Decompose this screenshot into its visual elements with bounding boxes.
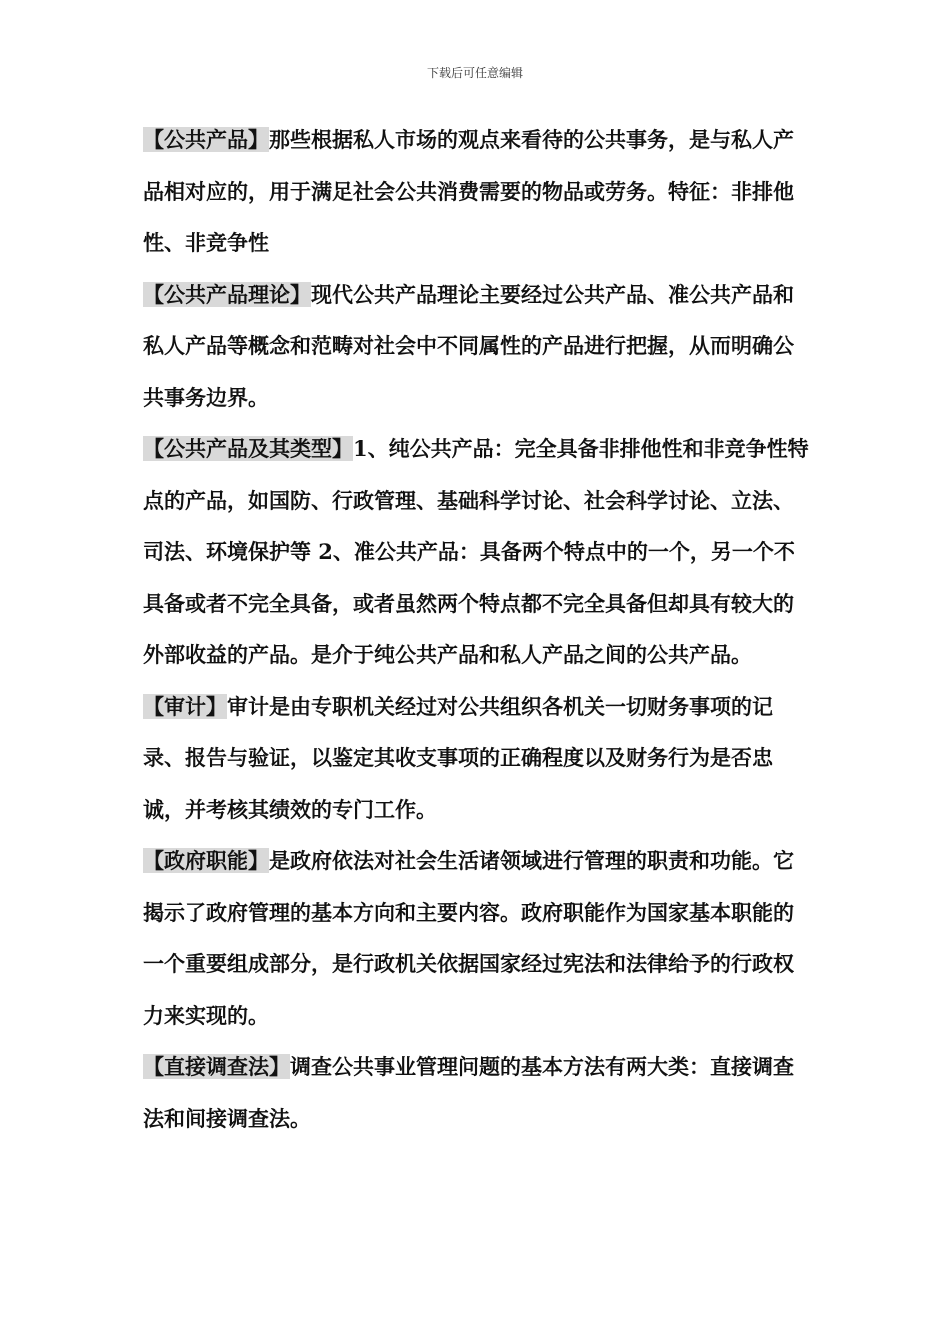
entry-direct-survey bbox=[143, 1041, 809, 1144]
entry-public-goods-theory bbox=[143, 269, 809, 424]
entry-public-goods-types bbox=[143, 423, 809, 681]
entry-term: 【政府职能】 bbox=[143, 848, 269, 873]
entry-text: 那些根据私人市场的观点来看待的公共事务，是与私人产品相对应的，用于满足社会公共消费需要的物品或劳务。特征：非排他性、非竞争性 bbox=[143, 127, 794, 255]
entry-audit bbox=[143, 681, 809, 836]
entry-term: 【公共产品】 bbox=[143, 127, 269, 152]
entry-government-functions bbox=[143, 835, 809, 1041]
entry-text: 1、纯公共产品：完全具备非排他性和非竞争性特点的产品，如国防、行政管理、基础科学讨论、社会科学讨论、立法、司法、环境保护等 2、准公共产品：具备两个特点中的一个，另一个不具备或者不完全具备，或者虽然两个特点都不完全具备但却具有较大的外部收益的产品。是介于纯公共产品和私人产品之间的公共产品。 bbox=[143, 436, 809, 667]
entry-term: 【直接调查法】 bbox=[143, 1054, 290, 1079]
entry-public-goods bbox=[143, 114, 809, 269]
entry-text: 现代公共产品理论主要经过公共产品、准公共产品和私人产品等概念和范畴对社会中不同属性的产品进行把握，从而明确公共事务边界。 bbox=[143, 281, 794, 410]
entry-term: 【审计】 bbox=[143, 693, 227, 719]
entry-term: 【公共产品理论】 bbox=[143, 281, 311, 307]
document-body bbox=[143, 114, 809, 1144]
entry-term: 【公共产品及其类型】 bbox=[143, 436, 353, 461]
entry-text: 是政府依法对社会生活诸领域进行管理的职责和功能。它揭示了政府管理的基本方向和主要内容。政府职能作为国家基本职能的一个重要组成部分，是行政机关依据国家经过宪法和法律给予的行政权力来实现的。 bbox=[143, 848, 794, 1028]
entry-text: 审计是由专职机关经过对公共组织各机关一切财务事项的记录、报告与验证，以鉴定其收支事项的正确程度以及财务行为是否忠诚，并考核其绩效的专门工作。 bbox=[143, 693, 773, 822]
page-header: 下载后可任意编辑 bbox=[426, 66, 523, 80]
entry-text: 调查公共事业管理问题的基本方法有两大类：直接调查法和间接调查法。 bbox=[143, 1054, 794, 1131]
